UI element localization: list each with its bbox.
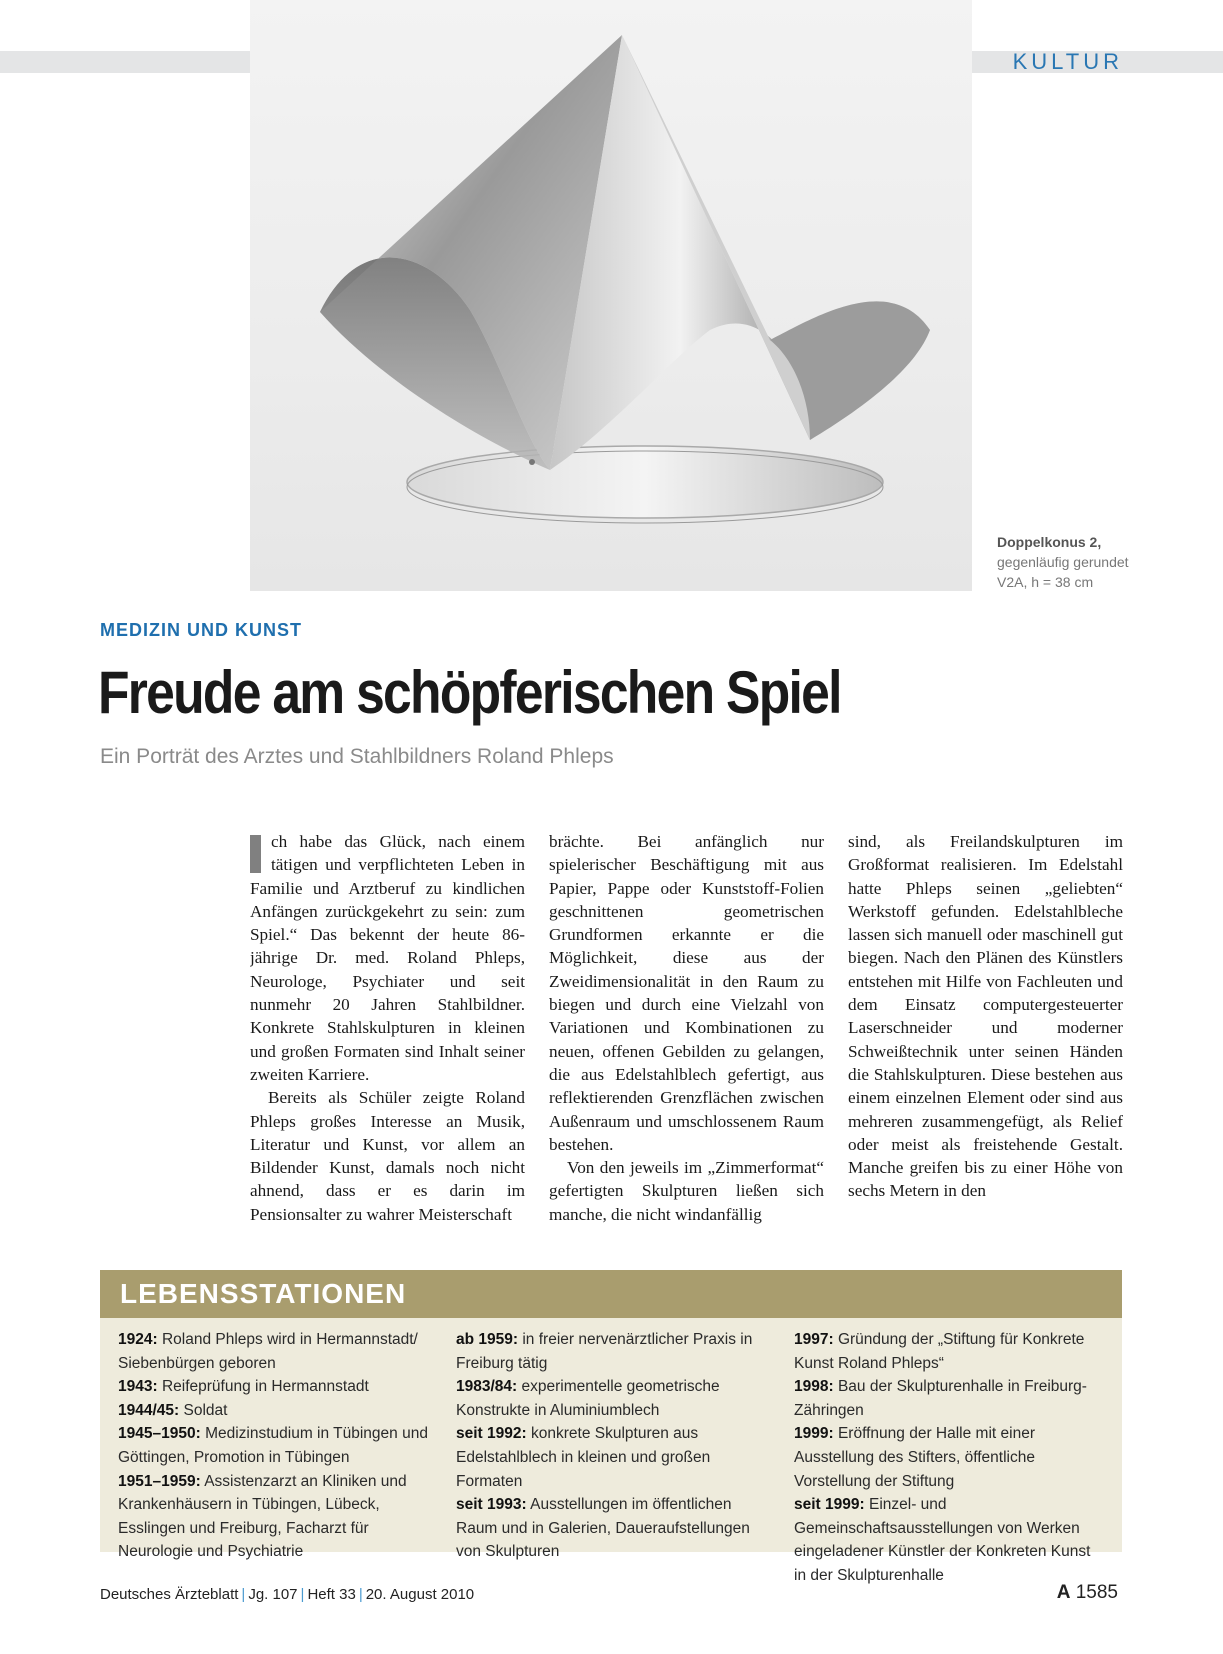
timeline-entry: ab 1959: in freier nervenärztlicher Praxis in Freiburg tätig	[456, 1331, 753, 1372]
paragraph: sind, als Freilandskulpturen im Großformat realisieren. Im Edelstahl hatte Phleps seinen „geliebten“ Werkstoff gefunden. Edelstahlbleche lassen sich manuell oder maschinell gut biegen. Nach den Plänen des Künstlers entstehen mit Hilfe von Fachleuten und dem Einsatz computergesteuerter Laserschneider und moderner Schweißtechnik unter seinen Händen die Stahlskulpturen. Diese bestehen aus einem einzelnen Element oder sind aus mehreren zusammengefügt, als Relief oder meist als freistehende Gestalt. Manche greifen bis zu einer Höhe von sechs Metern in den	[848, 832, 1123, 1201]
timeline-entry: 1999: Eröffnung der Halle mit einer Ausstellung des Stifters, öffentliche Vorstellung der Stiftung	[794, 1425, 1035, 1490]
issue-date: 20. August 2010	[365, 1586, 475, 1603]
timeline-header	[100, 1270, 1122, 1318]
article-column-3	[848, 830, 1123, 1225]
timeline-box	[100, 1270, 1122, 1584]
issue: Heft 33	[307, 1586, 356, 1603]
caption-title: Doppelkonus 2,	[997, 534, 1102, 550]
timeline-column-1	[118, 1328, 428, 1564]
paragraph: Von den jeweils im „Zimmerformat“ gefertigten Skulpturen ließen sich manche, die nicht windanfällig	[549, 1158, 824, 1224]
timeline-entry: 1983/84: experimentelle geometrische Konstrukte in Aluminiumblech	[456, 1378, 720, 1419]
timeline-column-3	[794, 1328, 1104, 1588]
article-column-2	[549, 830, 824, 1225]
paragraph: ch habe das Glück, nach einem tätigen und verpflichteten Leben in Familie und Arztberuf zu kindlichen Anfängen zurückgekehrt zu sein: zum Spiel.“ Das bekennt der heute 86-jährige Dr. med. Roland Phleps, Neurologe, Psychiater und seit nunmehr 20 Jahren Stahlbildner. Konkrete Stahlskulpturen in kleinen und großen Formaten sind Inhalt seiner zweiten Karriere.	[250, 832, 525, 1084]
article-subhead: Ein Porträt des Arztes und Stahlbildners Roland Phleps	[100, 745, 614, 768]
caption-line: gegenläufig gerundet	[997, 554, 1129, 570]
timeline-entry: 1997: Gründung der „Stiftung für Konkrete Kunst Roland Phleps“	[794, 1331, 1085, 1372]
timeline-entry: 1943: Reifeprüfung in Hermannstadt	[118, 1378, 369, 1396]
timeline-column-2	[456, 1328, 766, 1564]
section-label: KULTUR	[1012, 49, 1123, 74]
sculpture-illustration	[250, 0, 972, 591]
article-kicker: MEDIZIN UND KUNST	[100, 620, 302, 640]
page-number: A 1585	[1056, 1582, 1118, 1603]
timeline-entry: 1945–1950: Medizinstudium in Tübingen und Göttingen, Promotion in Tübingen	[118, 1425, 428, 1466]
timeline-entry: seit 1993: Ausstellungen im öffentlichen Raum und in Galerien, Daueraufstellungen von Skulpturen	[456, 1496, 750, 1561]
timeline-entry: 1998: Bau der Skulpturenhalle in Freiburg-Zähringen	[794, 1378, 1087, 1419]
timeline-entry: 1951–1959: Assistenzarzt an Kliniken und Krankenhäusern in Tübingen, Lübeck, Esslingen und Freiburg, Facharzt für Neurologie und Psychiatrie	[118, 1472, 407, 1561]
paragraph: brächte. Bei anfänglich nur spielerischer Beschäftigung mit aus Papier, Pappe oder Kunststoff-Folien geschnittenen geometrischen Grundformen erkannte er die Möglichkeit, diese aus der Zweidimensionalität in den Raum zu biegen und durch eine Vielzahl von Variationen und Kombinationen zu neuen, offenen Gebilden zu gelangen, die aus Edelstahlblech gefertigt, aus reflektierenden Grenzflächen zwischen Außenraum und umschlossenem Raum bestehen.	[549, 832, 824, 1154]
sculpture-photo	[250, 0, 972, 591]
article-column-1	[250, 830, 525, 1225]
timeline-title: LEBENSSTATIONEN	[120, 1278, 407, 1309]
timeline-entry: seit 1992: konkrete Skulpturen aus Edelstahlblech in kleinen und großen Formaten	[456, 1425, 711, 1490]
journal-name: Deutsches Ärzteblatt	[100, 1586, 239, 1603]
timeline-entry: 1924: Roland Phleps wird in Hermannstadt/ Siebenbürgen geboren	[118, 1331, 418, 1372]
volume: Jg. 107	[248, 1586, 298, 1603]
paragraph: Bereits als Schüler zeigte Roland Phleps großes Interesse an Musik, Literatur und Kunst, vor allem an Bildender Kunst, damals noch nicht ahnend, dass er es darin im Pensionsalter zu wahrer Meisterschaft	[250, 1088, 525, 1224]
article-headline: Freude am schöpferischen Spiel	[98, 659, 841, 726]
footer-citation: Deutsches Ärzteblatt | Jg. 107 | Heft 33 | 20. August 2010	[100, 1586, 475, 1603]
photo-caption	[997, 532, 1197, 592]
timeline-entry: 1944/45: Soldat	[118, 1401, 228, 1419]
dropcap	[250, 835, 261, 873]
timeline-entry: seit 1999: Einzel- und Gemeinschaftsausstellungen von Werken eingeladener Künstler der Konkreten Kunst in der Skulpturenhalle	[794, 1496, 1091, 1584]
caption-line: V2A, h = 38 cm	[997, 574, 1094, 590]
